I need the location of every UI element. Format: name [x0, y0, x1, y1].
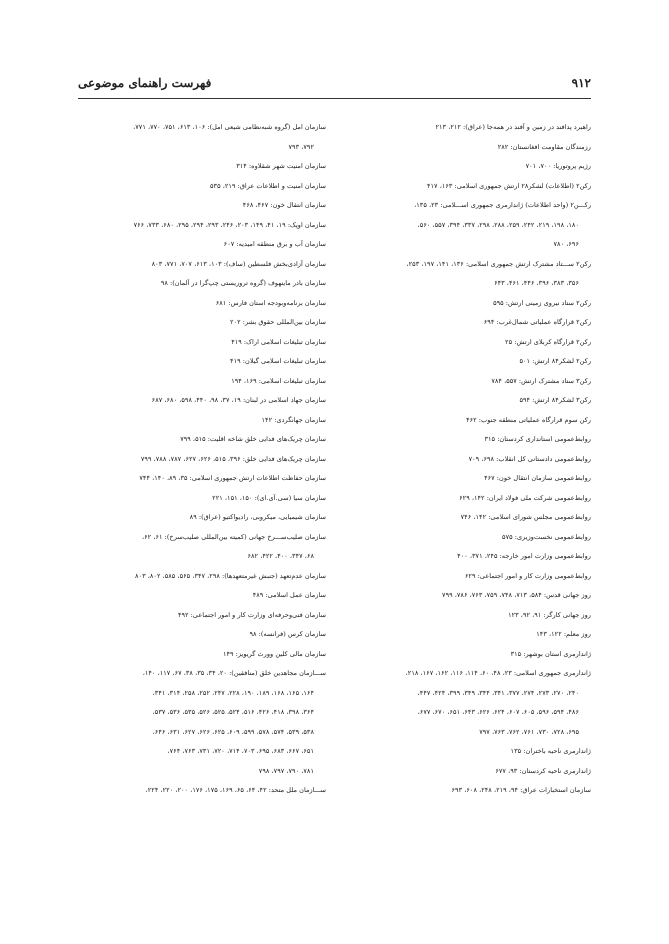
- index-entry-continuation: ۷۹۲، ۷۹۳: [288, 142, 314, 151]
- index-entry: سازمان عمل اسلامی: ۴۸۹: [252, 591, 326, 599]
- index-entry: سازمان بین‌المللی حقوق بشر: ۲۰۲: [230, 318, 326, 326]
- index-entry-continuation: ۳۶۴، ۳۹۸، ۴۱۸، ۴۲۶، ۵۱۶، ۵۲۴، ۵۲۵، ۵۲۶، ۵۳۵، ۵۳۶، ۵۳۷،: [152, 708, 314, 716]
- index-entry: روز جهانی کارگر: ۹۱، ۹۲، ۱۲۳: [508, 610, 591, 619]
- index-entry: روابط‌عمومی شرکت ملی فولاد ایران: ۱۴۲، ۶۲۹: [459, 493, 591, 502]
- index-entry: راهبرد پدافند در زمین و آفند در همه‌جا (عراق): ۲۱۲، ۲۱۳: [435, 123, 591, 131]
- index-entry: سازمان مالی کلین وورث گریویز: ۱۴۹: [222, 649, 326, 658]
- index-entry: روز جهانی قدس: ۵۸۴، ۷۱۳، ۷۴۸، ۷۵۹، ۷۶۳، ۷۸۶، ۷۹۹: [442, 591, 591, 599]
- index-entry: رژیم پروتوریا: ۷۰۰، ۷۰۱: [525, 162, 591, 170]
- index-entry: سازمان عدم‌تعهد (جنبش غیرمتعهدها): ۲۹۸، ۳۴۷، ۵۶۵، ۵۸۵، ۸۰۲، ۸۰۳: [135, 571, 326, 580]
- index-entry: سازمان امنیت و اطلاعات عراق: ۲۱۹، ۵۳۵: [210, 181, 326, 190]
- index-column-left: [78, 118, 326, 801]
- index-entry: روابط‌عمومی وزارت امور خارجه: ۲۴۵، ۳۷۱، ۴۰۰: [457, 552, 591, 560]
- index-entry-continuation: ۱۸۰، ۱۹۸، ۲۱۹، ۲۴۲، ۲۵۹، ۲۸۸، ۲۹۸، ۳۳۷، ۳۹۴، ۵۵۷، ۵۶۰،: [417, 220, 579, 229]
- index-entry: سازمان امنیت شهر شقلاوه: ۳۱۴: [236, 162, 326, 170]
- index-entry: سازمان استخبارات عراق: ۹۴، ۲۱۹، ۲۴۸، ۶۰۸، ۶۹۳: [451, 786, 591, 794]
- index-entry: روابط‌عمومی دادستانی کل انقلاب: ۶۹۸، ۷۰۹: [468, 454, 591, 463]
- index-entry: سازمان فنی‌وحرفه‌ای وزارت کار و امور اجتماعی: ۴۹۲: [177, 610, 326, 619]
- index-entry: سازمان اوپک: ۱۹، ۴۱، ۱۴۹، ۲۰۳، ۲۴۶، ۲۹۳، ۲۹۴، ۲۹۵، ۶۸۰، ۷۳۳، ۷۶۶: [133, 220, 326, 229]
- index-entry-continuation: ۱۶۴، ۱۶۵، ۱۶۸، ۱۸۹، ۱۹۰، ۲۲۸، ۲۴۷، ۲۵۲، ۲۵۸، ۳۱۴، ۳۴۱،: [152, 688, 314, 697]
- index-entry: سازمان امل (گروه شبه‌نظامی شیعی امل): ۱۰۶، ۶۱۳، ۷۵۱، ۷۷۰، ۷۷۱،: [133, 123, 326, 131]
- index-entry: رکن۲ لشکر۸۴ ارتش: ۵۰۱: [519, 357, 591, 365]
- index-entry: رزمندگان مقاومت افغانستان: ۲۸۲: [497, 142, 591, 151]
- index-entry-continuation: ۶۸، ۳۴۷، ۴۰۰، ۴۲۲، ۶۸۲: [247, 552, 314, 560]
- index-entry: سازمان سیا (سی.آی.ای): ۱۵۰، ۱۵۱، ۲۲۱: [212, 493, 326, 502]
- index-entry: رکن۲ قرارگاه عملیاتی شمال‌غرب: ۶۹۴: [483, 318, 591, 326]
- header-rule: [78, 98, 591, 99]
- index-entry-continuation: ۷۸۱، ۷۹۰، ۷۹۷، ۷۹۸: [258, 766, 314, 775]
- index-entry: روابط‌عمومی مجلس شورای اسلامی: ۱۴۲، ۷۴۶: [460, 513, 591, 521]
- index-entry: سازمان تبلیغات اسلامی: ۱۶۹، ۱۹۴: [231, 376, 326, 385]
- index-entry: رکن۲ ستاد نیروی زمینی ارتش: ۵۹۵: [493, 298, 591, 307]
- index-entry: سازمان تبلیغات اسلامی اراک: ۴۱۹: [231, 337, 326, 346]
- index-entry-continuation: ۶۹۵، ۷۲۸، ۷۳۰، ۷۶۱، ۷۶۲، ۷۶۳، ۷۹۷: [479, 727, 579, 736]
- index-entry-continuation: ۵۳۸، ۵۳۹، ۵۷۴، ۵۷۸، ۵۹۹، ۶۰۹، ۶۲۵، ۶۲۶، ۶۲۷، ۶۳۱، ۶۴۶،: [152, 727, 314, 736]
- index-entry: روز معلم: ۱۲۲، ۱۴۳: [536, 630, 591, 638]
- index-entry: سازمان بادر ماینهوف (گروه تروریستی چپ‌گرا در آلمان): ۹۸: [160, 279, 326, 287]
- page-number: ۹۱۲: [571, 76, 591, 90]
- index-entry: ســـازمان مجاهدین خلق (منافقین): ۲۰، ۳۴، ۳۵، ۳۸، ۶۷، ۱۱۷، ۱۴۰،: [142, 669, 326, 677]
- index-entry: ســـازمان ملل متحد: ۴۲، ۶۴، ۶۵، ۱۶۹، ۱۷۵، ۱۷۶، ۲۰۰، ۲۲۰، ۲۲۴،: [145, 786, 326, 794]
- page-header: [78, 76, 591, 96]
- index-entry: روابط‌عمومی استانداری کردستان: ۳۱۵: [484, 435, 591, 443]
- index-entry: ژاندارمری استان بوشهر: ۳۱۵: [510, 649, 591, 658]
- index-entry: روابط‌عمومی نخست‌وزیری: ۵۷۵: [502, 532, 591, 541]
- index-entry: رکن۲ قرارگاه کربلای ارتش: ۲۵: [505, 337, 591, 346]
- index-entry: ژاندارمری جمهوری اسلامی: ۲۳، ۴۸، ۶۰، ۱۱۴، ۱۱۶، ۱۶۲، ۱۶۷، ۲۱۸،: [405, 669, 591, 677]
- index-entry: روابط‌عمومی وزارت کار و امور اجتماعی: ۶۲۹: [464, 571, 591, 580]
- index-entry: ژاندارمری ناحیه کردستان: ۹۳، ۶۷۷: [495, 766, 591, 775]
- index-entry: سازمان جهانگردی: ۱۴۲: [261, 415, 326, 424]
- index-entry: رکن۳ لشکر۸۴ ارتش: ۵۹۴: [519, 396, 591, 404]
- index-entry: سازمان صلیب‌ســـرخ جهانی (کمیته بین‌المللی صلیب‌سرخ): ۶۱، ۶۲،: [141, 532, 326, 541]
- index-entry-continuation: ۲۴۰، ۲۷۰، ۲۷۳، ۲۷۴، ۳۷۷، ۳۴۱، ۳۴۴، ۳۴۹، ۳۹۹، ۴۲۴، ۴۴۷،: [417, 688, 579, 697]
- index-entry-continuation: ۶۹۶، ۷۸۰: [553, 240, 579, 248]
- index-entry-continuation: ۶۵۱، ۶۶۷، ۶۸۳، ۶۹۵، ۷۰۳، ۷۱۴، ۷۲۰، ۷۳۱، ۷۶۳، ۷۶۴،: [167, 747, 314, 755]
- index-entry: سازمان آزادی‌بخش فلسطین (ساف): ۱۰۳، ۶۱۳، ۷۰۷، ۷۷۱، ۸۰۳: [151, 259, 326, 268]
- index-entry: سازمان انتقال خون: ۴۶۷، ۴۶۸: [242, 201, 326, 209]
- index-entry-continuation: ۴۸۶، ۵۹۴، ۵۹۶، ۶۰۵، ۶۰۷، ۶۲۴، ۶۲۶، ۶۴۳، ۶۵۱، ۶۷۰، ۶۷۷،: [417, 708, 579, 716]
- index-entry: سازمان تبلیغات اسلامی گیلان: ۴۱۹: [230, 357, 326, 365]
- index-entry: روابط‌عمومی سازمان انتقال خون: ۴۶۷: [484, 474, 591, 482]
- index-entry-continuation: ۳۵۶، ۳۸۳، ۳۹۶، ۴۴۶، ۴۶۱، ۶۴۳: [494, 279, 579, 287]
- index-entry: رکـــن۲ (واحد اطلاعات) ژاندارمری جمهوری اســـلامی: ۲۳، ۱۳۵،: [414, 201, 591, 209]
- index-entry: سازمان چریک‌های فدایی خلق شاخه اقلیت: ۵۱۵، ۷۹۹: [180, 435, 326, 443]
- index-entry: سازمان آب و برق منطقه امیدیه: ۶۰۷: [223, 240, 326, 248]
- index-entry: رکن سوم قرارگاه عملیاتی منطقه جنوب: ۴۶۲: [466, 415, 591, 424]
- index-entry: سازمان برنامه‌وبودجه استان فارس: ۶۸۱: [215, 298, 326, 307]
- index-entry: رکن۲ (اطلاعات) لشکر۲۸ ارتش جمهوری اسلامی: ۱۶۳، ۴۱۷: [426, 181, 591, 190]
- index-entry: سازمان جهاد اسلامی در لبنان: ۱۹، ۳۷، ۹۸، ۴۴۰، ۵۹۸، ۶۸۰، ۶۸۷: [151, 396, 326, 404]
- running-title: فهرست راهنمای موضوعی: [78, 76, 212, 90]
- index-entry: سازمان کرس (فرانسه): ۹۸: [249, 630, 326, 638]
- index-entry: سازمان چریک‌های فدایی خلق: ۳۹۶، ۵۱۵، ۶۲۶، ۶۲۷، ۷۸۷، ۷۸۸، ۷۹۹: [140, 454, 326, 463]
- index-entry: رکن۲ ســـتاد مشترک ارتش جمهوری اسلامی: ۱۳۶، ۱۴۱، ۱۹۷، ۲۵۳،: [406, 259, 591, 268]
- index-entry: ژاندارمری ناحیه باختران: ۱۳۵: [510, 747, 591, 755]
- index-entry: سازمان حفاظت اطلاعات ارتش جمهوری اسلامی: ۳۵، ۸۹، ۱۴۰، ۷۴۴: [139, 474, 326, 482]
- index-column-right: [343, 118, 591, 801]
- index-entry: سازمان شیمیایی، میکروبی، رادیواکتیو (عراق): ۸۹: [189, 513, 326, 521]
- index-entry: رکن۳ ستاد مشترک ارتش: ۵۵۷، ۷۸۴: [491, 376, 591, 385]
